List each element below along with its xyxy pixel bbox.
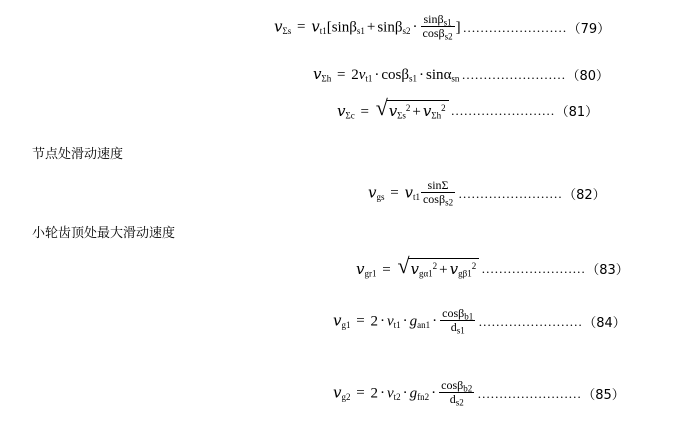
eq82-number: （82） <box>563 188 606 204</box>
eq82-fraction <box>421 179 455 207</box>
eq84-g-sub: an1 <box>417 319 431 330</box>
eq79-beta1: β <box>349 19 357 36</box>
eq81-equals: = <box>360 104 369 120</box>
eq83-term2-var: v <box>449 260 459 278</box>
equation-80-formula <box>313 65 459 84</box>
eq83-number: （83） <box>586 263 629 278</box>
radical-icon: √ <box>375 95 388 120</box>
eq85-fraction <box>439 379 474 407</box>
eq80-beta: β <box>401 67 410 83</box>
eq85-v: v <box>386 385 394 402</box>
eq85-g: g <box>409 385 418 402</box>
eq81-term2-sub: Σh <box>431 110 442 121</box>
eq82-rhs-sub: t1 <box>412 191 420 202</box>
eq79-lhs-sub: Σs <box>282 25 292 36</box>
eq80-v: v <box>358 67 366 83</box>
eq82-lhs-var: v <box>368 183 377 202</box>
eq83-lhs-var: v <box>356 260 365 278</box>
eq79-leader: …………………… <box>462 19 567 35</box>
eq81-term2-sup: 2 <box>441 103 446 114</box>
eq83-plus: + <box>439 262 448 278</box>
equation-row-79 <box>274 14 610 42</box>
eq85-frac-num-text: cosβ <box>441 378 464 392</box>
eq82-rhs-var: v <box>404 183 413 202</box>
eq79-frac-den-text: cosβ <box>422 26 445 41</box>
eq82-frac-den-sub: s2 <box>445 197 454 208</box>
eq79-rhs-sub: t1 <box>319 25 327 36</box>
eq84-g: g <box>409 313 418 330</box>
eq85-lhs-sub: g2 <box>341 391 351 402</box>
eq81-leader: …………………… <box>450 102 555 118</box>
eq85-number: （85） <box>582 388 625 404</box>
eq84-fraction <box>440 307 475 335</box>
equation-79-formula <box>274 14 461 42</box>
equation-row-81 <box>337 95 599 121</box>
equation-81-formula <box>337 95 449 121</box>
eq80-dot1: · <box>374 67 380 83</box>
eq82-leader: …………………… <box>458 185 563 201</box>
equation-82-formula <box>368 180 456 208</box>
eq79-plus: + <box>366 19 376 36</box>
equation-85-formula <box>333 380 475 408</box>
eq81-lhs-sub: Σc <box>345 110 355 121</box>
eq80-v-sub: t1 <box>365 73 373 84</box>
eq85-v-sub: t2 <box>393 391 401 402</box>
eq79-number: （79） <box>567 22 611 38</box>
eq83-equals: = <box>382 262 391 278</box>
eq83-term2-sup: 2 <box>471 261 477 272</box>
eq82-frac-den-text: cosβ <box>422 192 446 207</box>
eq79-frac-num <box>421 13 455 27</box>
eq80-equals: = <box>336 67 346 83</box>
eq79-close-bracket: ] <box>455 19 461 36</box>
eq81-radicand <box>387 100 449 121</box>
eq79-fraction <box>421 13 455 41</box>
eq83-term2-sub: gβ1 <box>458 268 472 279</box>
eq83-term1-sub: gα1 <box>418 268 433 279</box>
eq81-number: （81） <box>555 105 599 120</box>
eq84-dot1: · <box>379 313 385 330</box>
eq79-rhs-var: v <box>311 17 320 36</box>
eq82-lhs-sub: gs <box>376 191 385 202</box>
eq84-lhs-sub: g1 <box>341 319 351 330</box>
eq85-frac-num-sub: b2 <box>463 383 473 394</box>
eq80-lhs-sub: Σh <box>321 73 332 84</box>
label-max-sliding-speed-pinion-tip: 小轮齿顶处最大滑动速度 <box>32 226 176 241</box>
eq84-frac-num <box>440 307 475 321</box>
eq84-frac-den <box>440 321 475 334</box>
equation-row-82 <box>368 180 606 208</box>
eq80-alpha: α <box>443 67 452 83</box>
eq79-beta1-sub: s1 <box>356 25 365 36</box>
eq80-coefficient: 2 <box>351 67 359 83</box>
eq80-cos: cos <box>381 67 402 83</box>
eq79-beta2: β <box>394 19 403 36</box>
eq85-g-sub: fn2 <box>417 391 430 402</box>
eq80-leader: …………………… <box>461 66 566 82</box>
eq84-frac-den-sub: s1 <box>456 325 465 336</box>
eq80-dot2: · <box>419 67 425 83</box>
eq83-radicand <box>408 258 479 279</box>
eq84-number: （84） <box>583 316 626 332</box>
eq79-equals: = <box>296 19 306 36</box>
eq84-v: v <box>386 313 394 330</box>
eq79-frac-den-sub: s2 <box>444 31 453 42</box>
eq83-lhs-sub: gr1 <box>364 268 377 279</box>
eq84-lhs-var: v <box>333 311 342 330</box>
eq79-open-bracket: [ <box>326 19 332 36</box>
eq81-term2-var: v <box>422 102 432 120</box>
eq84-equals: = <box>356 313 365 330</box>
eq85-lhs-var: v <box>333 383 342 402</box>
eq80-lhs-var: v <box>313 65 322 83</box>
equation-row-85 <box>333 380 625 408</box>
eq84-frac-num-text: cosβ <box>442 306 465 320</box>
eq84-frac-den-text: d <box>450 320 457 335</box>
eq81-term1-var: v <box>388 102 398 120</box>
eq81-plus: + <box>412 104 421 120</box>
eq83-sqrt <box>397 253 479 279</box>
eq81-term1-sup: 2 <box>405 103 411 114</box>
eq80-alpha-sub: sn <box>451 73 460 84</box>
eq81-sqrt <box>375 95 449 121</box>
eq84-coefficient: 2 <box>370 313 378 330</box>
eq84-dot2: · <box>402 313 408 330</box>
eq82-frac-den <box>421 193 455 206</box>
eq80-sin: sin <box>426 67 444 83</box>
eq79-sin1: sin <box>331 19 350 36</box>
eq84-dot3: · <box>432 313 438 330</box>
eq85-frac-num <box>439 379 474 393</box>
eq79-beta2-sub: s2 <box>402 25 411 36</box>
eq84-leader: …………………… <box>478 313 583 329</box>
eq85-frac-den <box>439 393 474 406</box>
equation-83-formula <box>356 253 479 279</box>
eq81-term1-sub: Σs <box>397 110 406 121</box>
eq79-sin2: sin <box>377 19 395 36</box>
eq83-term1-sup: 2 <box>432 261 438 272</box>
eq83-term1-var: v <box>410 260 419 278</box>
equation-84-formula <box>333 308 476 336</box>
eq85-leader: …………………… <box>477 385 582 401</box>
eq85-frac-den-sub: s2 <box>455 397 464 408</box>
eq79-frac-num-sub: s1 <box>443 17 452 28</box>
eq79-frac-den <box>421 27 455 40</box>
radical-icon: √ <box>397 253 410 278</box>
eq79-dot: · <box>412 19 418 36</box>
equation-row-83 <box>356 253 629 279</box>
eq84-v-sub: t1 <box>393 319 401 330</box>
eq85-equals: = <box>356 385 365 402</box>
eq82-frac-num: sinΣ <box>421 179 455 193</box>
eq85-dot3: · <box>431 385 437 402</box>
eq83-leader: …………………… <box>481 260 586 276</box>
label-node-sliding-speed: 节点处滑动速度 <box>32 147 124 162</box>
equation-row-80 <box>313 65 609 84</box>
eq85-frac-den-text: d <box>449 392 456 407</box>
eq80-number: （80） <box>566 69 609 84</box>
eq79-lhs-var: v <box>274 17 283 36</box>
eq85-dot1: · <box>379 385 385 402</box>
eq79-frac-num-text: sinβ <box>423 12 444 26</box>
eq85-dot2: · <box>402 385 408 402</box>
eq82-equals: = <box>390 185 399 202</box>
eq85-coefficient: 2 <box>370 385 378 402</box>
eq84-frac-num-sub: b1 <box>464 311 474 322</box>
eq81-lhs-var: v <box>337 102 346 120</box>
equation-row-84 <box>333 308 626 336</box>
eq80-beta-sub: s1 <box>409 73 418 84</box>
